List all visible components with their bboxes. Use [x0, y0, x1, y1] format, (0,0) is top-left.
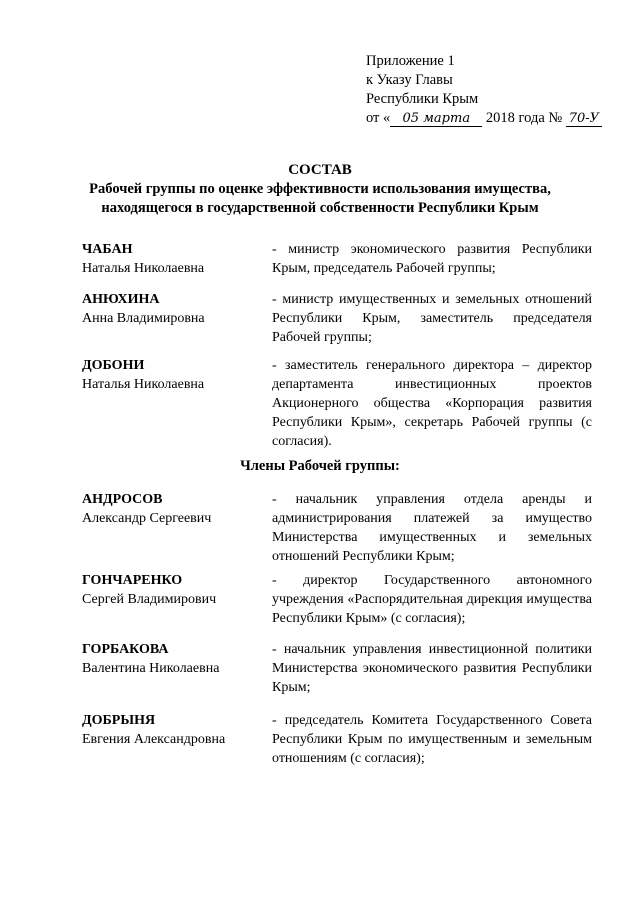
document-title: СОСТАВ — [288, 162, 352, 178]
person-name: Александр Сергеевич — [82, 511, 212, 526]
person-block — [82, 571, 262, 609]
handwritten-number: 70-У — [566, 112, 602, 127]
subtitle-line-2: находящегося в государственной собственности Республики Крым — [101, 200, 539, 216]
person-name: Евгения Александровна — [82, 732, 226, 747]
members-title: Члены Рабочей группы: — [240, 458, 400, 474]
appendix-line-2: к Указу Главы — [366, 72, 453, 88]
person-block — [82, 290, 262, 328]
person-surname: АНЮХИНА — [82, 292, 160, 307]
person-role: - министр экономического развития Республики Крым, председатель Рабочей группы; — [272, 242, 592, 276]
person-name: Наталья Николаевна — [82, 377, 205, 392]
person-surname: ДОБОНИ — [82, 358, 145, 373]
person-surname: АНДРОСОВ — [82, 492, 163, 507]
person-role: - председатель Комитета Государственного Совета Республики Крым по имущественным и земельным отношениям (с согласия); — [272, 713, 592, 766]
person-surname: ГОРБАКОВА — [82, 642, 169, 657]
appendix-block — [366, 52, 602, 128]
date-prefix: от « — [366, 110, 391, 126]
person-surname: ДОБРЫНЯ — [82, 713, 156, 728]
person-block — [82, 356, 262, 394]
person-role: - министр имущественных и земельных отношений Республики Крым, заместитель председателя Рабочей группы; — [272, 292, 592, 345]
person-block — [82, 640, 262, 678]
person-surname: ГОНЧАРЕНКО — [82, 573, 183, 588]
person-name: Анна Владимировна — [82, 311, 205, 326]
person-name: Валентина Николаевна — [82, 661, 220, 676]
appendix-date-line — [366, 109, 602, 128]
person-block — [82, 711, 262, 749]
person-name: Наталья Николаевна — [82, 261, 205, 276]
handwritten-date: 05 марта — [390, 112, 482, 127]
person-block — [82, 240, 262, 278]
person-role: - начальник управления инвестиционной политики Министерства экономического развития Республики Крым; — [272, 642, 592, 695]
person-name: Сергей Владимирович — [82, 592, 217, 607]
person-surname: ЧАБАН — [82, 242, 133, 257]
person-role: - директор Государственного автономного учреждения «Распорядительная дирекция имущества Республики Крым» (с согласия); — [272, 573, 592, 626]
document-subtitle — [0, 180, 640, 218]
date-suffix: 2018 года № — [482, 110, 563, 126]
appendix-line-1: Приложение 1 — [366, 53, 455, 69]
appendix-line-3: Республики Крым — [366, 91, 479, 107]
person-role: - заместитель генерального директора – директор департамента инвестиционных проектов Акционерного общества «Корпорация развития Республики Крым», секретарь Рабочей группы (с согласия). — [272, 358, 592, 449]
person-role: - начальник управления отдела аренды и администрирования платежей за имущество Министерства имущественных и земельных отношений Республики Крым; — [272, 492, 592, 564]
person-block — [82, 490, 262, 528]
subtitle-line-1: Рабочей группы по оценке эффективности использования имущества, — [89, 181, 551, 197]
